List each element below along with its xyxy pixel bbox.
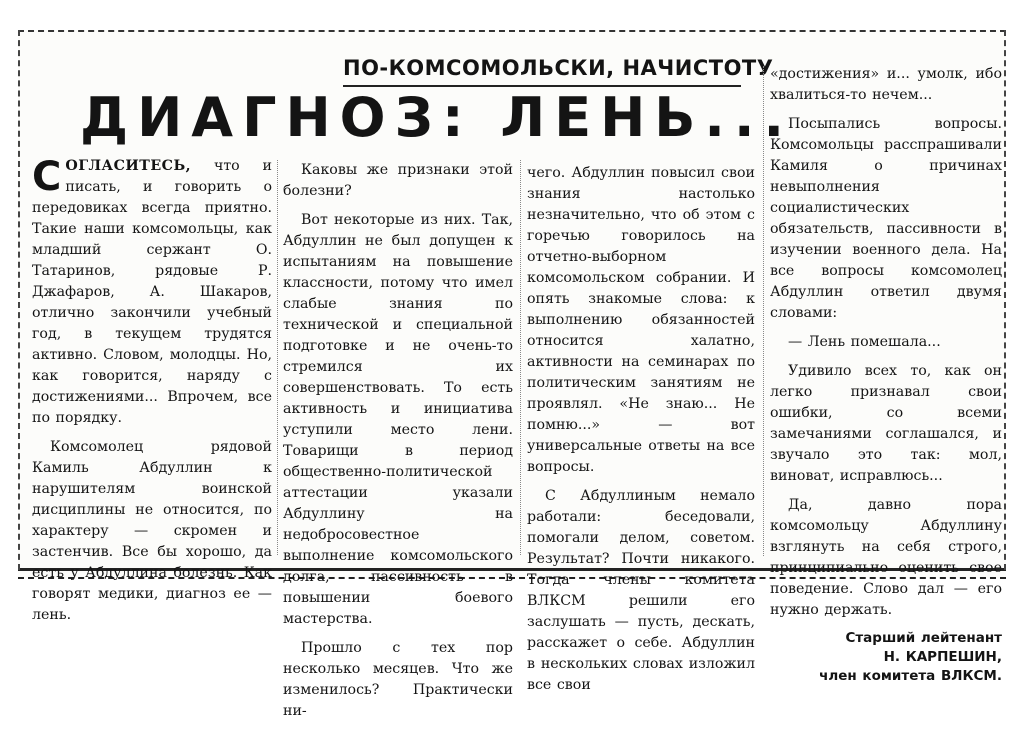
column-divider [277,160,278,555]
article-column-2 [283,160,513,730]
paragraph: Вот некоторые из них. Так, Абдуллин не был допущен к испытаниям на повышение классности, потому что имел слабые знания по технической и специальной подготовке и не очень-то стремился их совершенствовать. То есть активность и инициатива уступили место лени. Товарищи в период общественно-политической аттестации указали Абдуллину на недобросовестное выполнение комсомольского долга, пассивность в повышении боевого мастерства. [283,212,513,627]
paragraph: Комсомолец рядовой Камиль Абдуллин к нарушителям воинской дисциплины не относится, по характеру — скромен и застенчив. Все бы хорошо, да есть у Абдуллина болезнь. Как говорят медики, диагноз ее — лень. [32,439,272,623]
paragraph: Удивило всех то, как он легко признавал свои ошибки, со всеми замечаниями соглашался, и звучало это так: мол, виноват, исправлюсь... [770,363,1002,484]
paragraph [32,156,272,429]
column-divider [520,160,521,555]
paragraph: «достижения» и... умолк, ибо хвалиться-то нечем... [770,66,1002,103]
clipping-left-border [18,30,20,570]
author-signature [770,629,1002,686]
drop-cap: С [32,154,62,200]
column-divider [763,66,764,556]
author-position: член комитета ВЛКСМ. [819,668,1002,684]
section-rubric: ПО-КОМСОМОЛЬСКИ, НАЧИСТОТУ [343,56,774,80]
article-column-1 [32,156,272,634]
article-headline: ДИАГНОЗ: ЛЕНЬ... [80,86,793,149]
paragraph: чего. Абдуллин повысил свои знания настолько незначительно, что об этом с горечью говорилось на отчетно-выборном комсомольском собрании. И опять знакомые слова: к выполнению обязанностей относится халатно, активности на семинарах по политическим занятиям не проявлял. «Не знаю... Не помню...» — вот универсальные ответы на все вопросы. [527,165,755,475]
clipping-right-border [1004,30,1006,570]
lead-caps: ОГЛАСИТЕСЬ, [65,158,192,174]
author-name: Н. КАРПЕШИН, [883,649,1002,665]
author-rank: Старший лейтенант [845,630,1002,646]
clipping-top-border [18,30,1006,32]
paragraph: Прошло с тех пор несколько месяцев. Что же изменилось? Практически ни- [283,640,513,719]
paragraph-text: что и писать, и говорить о передовиках всегда приятно. Такие наши комсомольцы, как младший сержант О. Татаринов, рядовые Р. Джафаров, А. Шакаров, отлично закончили учебный год, в текущем трудятся активно. Словом, молодцы. Но, как говорится, наряду с достижениями... Впрочем, все по порядку. [32,158,272,426]
paragraph: Да, давно пора комсомольцу Абдуллину взглянуть на себя строго, принципиально оценить свое поведение. Слово дал — его нужно держать. [770,497,1002,618]
paragraph: — Лень помешала... [788,334,941,350]
article-column-4 [770,64,1002,686]
paragraph: Посыпались вопросы. Комсомольцы расспрашивали Камиля о причинах невыполнения социалистических обязательств, пассивности в изучении военного дела. На все вопросы комсомолец Абдуллин ответил двумя словами: [770,116,1002,321]
article-column-3 [527,163,755,704]
paragraph: Каковы же признаки этой болезни? [283,162,513,199]
paragraph: С Абдуллиным немало работали: беседовали, помогали делом, советом. Результат? Почти никакого. Тогда члены комитета ВЛКСМ решили его заслушать — пусть, дескать, расскажет о себе. Абдуллин в нескольких словах изложил все свои [527,488,755,693]
